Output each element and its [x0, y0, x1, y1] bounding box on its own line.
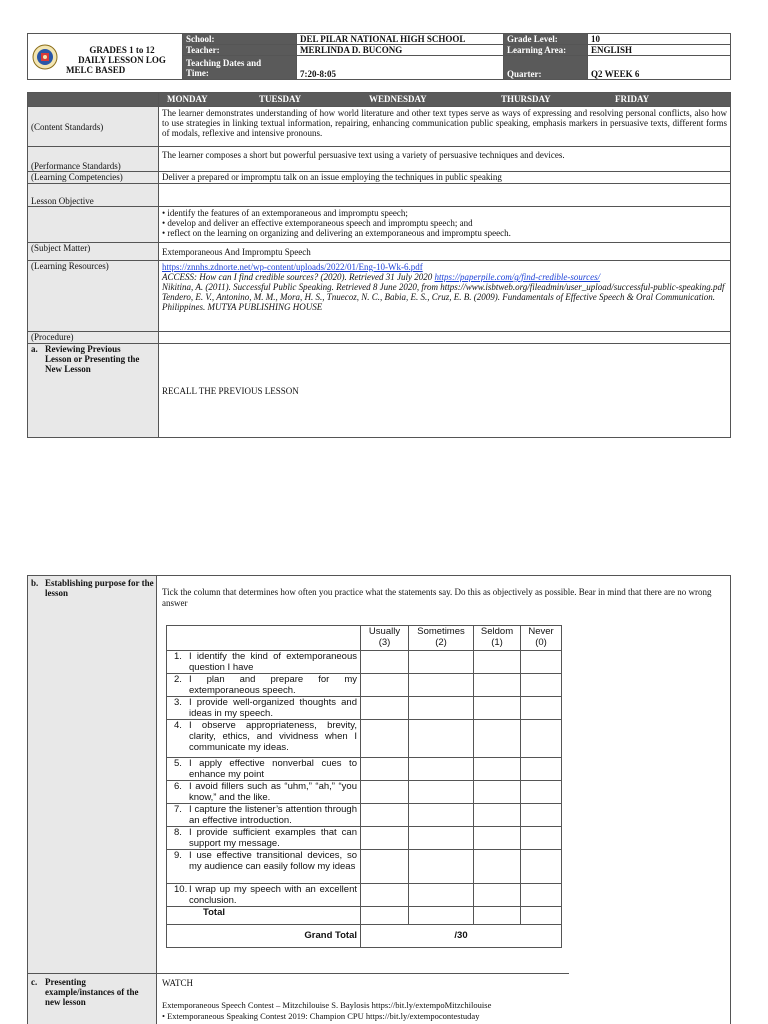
- statement-cell: [167, 781, 361, 804]
- objectives-list: [159, 207, 731, 243]
- learning-competencies-label: (Learning Competencies): [28, 172, 159, 184]
- day-tuesday: TUESDAY: [259, 94, 302, 104]
- statement-cell: [167, 804, 361, 827]
- statement-cell: [167, 697, 361, 720]
- statement-row: [167, 804, 562, 827]
- checkbox-cell-sometimes[interactable]: [409, 804, 474, 827]
- checkbox-cell-never[interactable]: [521, 884, 562, 907]
- lesson-objective-empty: [159, 184, 731, 207]
- school-label: School:: [183, 34, 297, 45]
- checkbox-cell-sometimes[interactable]: [409, 697, 474, 720]
- learning-competencies-text: Deliver a prepared or impromptu talk on an issue employing the techniques in public speaking: [159, 172, 731, 184]
- teaching-dates-label-line-2: Time:: [186, 68, 209, 78]
- step-c-divider-right: [156, 973, 569, 974]
- deped-seal-icon: [32, 44, 58, 70]
- subject-matter-label: (Subject Matter): [28, 243, 159, 261]
- checkbox-cell-seldom[interactable]: [474, 651, 521, 674]
- resource-nikitina: Nikitina, A. (2011). Successful Public Speaking. Retrieved 8 June 2020, from https://www.isbtweb.org/fileadmin/user_upload/successful-public-speaking.pdf: [162, 282, 725, 292]
- days-corner-cell: [28, 93, 159, 107]
- statement-cell: [167, 674, 361, 697]
- day-friday: FRIDAY: [615, 94, 650, 104]
- step-c-label: Presenting example/instances of the new lesson: [45, 977, 139, 1007]
- grade-level-label: Grade Level:: [504, 34, 588, 45]
- resource-link-znnhs[interactable]: https://znnhs.zdnorte.net/wp-content/uploads/2022/01/Eng-10-Wk-6.pdf: [162, 262, 423, 272]
- header-info-table: [182, 33, 731, 80]
- checkbox-cell-usually[interactable]: [361, 781, 409, 804]
- checkbox-cell-never[interactable]: [521, 781, 562, 804]
- day-wednesday: WEDNESDAY: [369, 94, 427, 104]
- grade-level-value: 10: [588, 34, 731, 45]
- statement-number: 1.: [174, 651, 182, 662]
- school-value: DEL PILAR NATIONAL HIGH SCHOOL: [297, 34, 504, 45]
- checkbox-cell-usually[interactable]: [361, 697, 409, 720]
- step-a-text: RECALL THE PREVIOUS LESSON: [159, 344, 731, 438]
- checkbox-cell-sometimes[interactable]: [409, 674, 474, 697]
- header-sometimes-name: Sometimes: [417, 626, 465, 637]
- checkbox-cell-never[interactable]: [521, 720, 562, 758]
- resource-access-text: ACCESS: How can I find credible sources? (2020). Retrieved 31 July 2020: [162, 272, 435, 282]
- statement-row: [167, 884, 562, 907]
- statement-text: I plan and prepare for my extemporaneous speech.: [189, 674, 357, 696]
- learning-area-label: Learning Area:: [504, 45, 588, 56]
- total-sometimes[interactable]: [409, 907, 474, 925]
- checkbox-cell-seldom[interactable]: [474, 720, 521, 758]
- survey-instructions: Tick the column that determines how often you practice what the statements say. Do this as objectively as possible. Bear in mind that there are no wrong answer: [162, 587, 712, 608]
- statement-text: I provide sufficient examples that can support my message.: [189, 827, 357, 849]
- statement-text: I wrap up my speech with an excellent conclusion.: [189, 884, 357, 906]
- teacher-label: Teacher:: [183, 45, 297, 56]
- checkbox-cell-usually[interactable]: [361, 827, 409, 850]
- step-a-label: Reviewing Previous Lesson or Presenting the New Lesson: [45, 344, 140, 374]
- checkbox-cell-sometimes[interactable]: [409, 758, 474, 781]
- statement-cell: [167, 827, 361, 850]
- header-title-line-1: GRADES 1 to 12: [89, 45, 155, 55]
- checkbox-cell-never[interactable]: [521, 850, 562, 884]
- resource-link-paperpile[interactable]: https://paperpile.com/g/find-credible-sources/: [434, 272, 601, 282]
- quarter-label: Quarter:: [504, 56, 588, 80]
- objective-3: • reflect on the learning on organizing and delivering an extemporaneous and impromptu speech.: [162, 228, 511, 238]
- step-a-letter: a.: [31, 344, 38, 354]
- grand-total-value: /30: [361, 925, 562, 948]
- checkbox-cell-never[interactable]: [521, 697, 562, 720]
- statement-number: 9.: [174, 850, 182, 861]
- statement-cell: [167, 720, 361, 758]
- statement-text: I apply effective nonverbal cues to enhance my point: [189, 758, 357, 780]
- checkbox-cell-seldom[interactable]: [474, 781, 521, 804]
- header-usually-score: (3): [378, 637, 391, 648]
- checkbox-cell-seldom[interactable]: [474, 804, 521, 827]
- statement-text: I use effective transitional devices, so my audience can easily follow my ideas: [189, 850, 357, 872]
- days-header-row: [159, 93, 731, 107]
- checkbox-cell-usually[interactable]: [361, 850, 409, 884]
- content-standards-text: The learner demonstrates understanding of how world literature and other text types serve as ways of expressing and resolving personal conflicts, also how to use strategies in linking textual information, repairing, enhancing communication public speaking, emphasis markers in persuasive texts, different forms of modals, reflexive and intensive pronouns.: [159, 107, 731, 147]
- teaching-dates-label: [183, 56, 297, 80]
- total-label: Total: [167, 907, 361, 925]
- survey-header-empty: [167, 626, 361, 651]
- objectives-label-cell: [28, 207, 159, 243]
- checkbox-cell-sometimes[interactable]: [409, 850, 474, 884]
- lesson-log-table: [27, 92, 731, 438]
- checkbox-cell-never[interactable]: [521, 758, 562, 781]
- self-assessment-table: [166, 625, 562, 948]
- checkbox-cell-usually[interactable]: [361, 758, 409, 781]
- header-never-name: Never: [528, 626, 554, 637]
- header-seldom-score: (1): [491, 637, 503, 648]
- statement-number: 10.: [174, 884, 188, 895]
- header-title-line-3: MELC BASED: [66, 65, 126, 75]
- survey-header-row: [167, 626, 562, 651]
- step-c-divider: [28, 973, 156, 974]
- statement-number: 7.: [174, 804, 182, 815]
- checkbox-cell-seldom[interactable]: [474, 674, 521, 697]
- header-title-line-2: DAILY LESSON LOG: [78, 55, 166, 65]
- teaching-dates-label-line-1: Teaching Dates and: [186, 58, 262, 68]
- header-logo-box: [27, 33, 183, 80]
- checkbox-cell-never[interactable]: [521, 651, 562, 674]
- procedure-label: (Procedure): [28, 332, 159, 344]
- header-usually: [361, 626, 409, 651]
- checkbox-cell-usually[interactable]: [361, 720, 409, 758]
- checkbox-cell-sometimes[interactable]: [409, 651, 474, 674]
- subject-matter-text: Extemporaneous And Impromptu Speech: [159, 243, 731, 261]
- statement-number: 3.: [174, 697, 182, 708]
- statement-number: 4.: [174, 720, 182, 731]
- statement-cell: [167, 758, 361, 781]
- quarter-value: Q2 WEEK 6: [588, 56, 731, 80]
- checkbox-cell-seldom[interactable]: [474, 758, 521, 781]
- header-seldom: [474, 626, 521, 651]
- step-c-letter: c.: [31, 977, 38, 987]
- checkbox-cell-sometimes[interactable]: [409, 827, 474, 850]
- checkbox-cell-sometimes[interactable]: [409, 884, 474, 907]
- checkbox-cell-seldom[interactable]: [474, 697, 521, 720]
- step-b-label: Establishing purpose for the lesson: [45, 578, 154, 598]
- time-value: 7:20-8:05: [297, 56, 504, 80]
- day-monday: MONDAY: [167, 94, 208, 104]
- checkbox-cell-never[interactable]: [521, 804, 562, 827]
- grand-total-label: Grand Total: [167, 925, 361, 948]
- statement-row: [167, 720, 562, 758]
- checkbox-cell-seldom[interactable]: [474, 850, 521, 884]
- resource-tendero: Tendero, E. V., Antonino, M. M., Mora, H. S., Tnuecoz, N. C., Babia, E. S., Cruz, E. B. (2009). Fundamentals of Effective Speech & Oral Communication. Philippines. MUTYA PUBLISHING HOUSE: [162, 292, 715, 312]
- total-seldom[interactable]: [474, 907, 521, 925]
- lesson-objective-label: Lesson Objective: [28, 184, 159, 207]
- checkbox-cell-seldom[interactable]: [474, 827, 521, 850]
- video-reference-1[interactable]: Extemporaneous Speech Contest – Mitzchilouise S. Baylosis https://bit.ly/extempoMitzchilouise: [162, 1000, 492, 1010]
- video-reference-2[interactable]: • Extemporaneous Speaking Contest 2019: Champion CPU https://bit.ly/extempocontestuday: [162, 1011, 480, 1021]
- checkbox-cell-sometimes[interactable]: [409, 720, 474, 758]
- total-usually[interactable]: [361, 907, 409, 925]
- learning-resources-list: [159, 261, 731, 332]
- page2-left-column: [27, 575, 157, 1024]
- learning-resources-label: (Learning Resources): [28, 261, 159, 332]
- step-b-letter: b.: [31, 578, 39, 588]
- statement-row: [167, 651, 562, 674]
- grand-total-row: [167, 925, 562, 948]
- statement-number: 6.: [174, 781, 182, 792]
- statement-row: [167, 781, 562, 804]
- statement-row: [167, 674, 562, 697]
- header-seldom-name: Seldom: [480, 626, 514, 637]
- learning-area-value: ENGLISH: [588, 45, 731, 56]
- procedure-empty: [159, 332, 731, 344]
- header-sometimes: [409, 626, 474, 651]
- watch-label: WATCH: [162, 978, 193, 988]
- objective-2: • develop and deliver an effective extemporaneous speech and impromptu speech; and: [162, 218, 473, 228]
- header-usually-name: Usually: [368, 626, 401, 637]
- step-a-label-cell: [28, 344, 159, 438]
- checkbox-cell-usually[interactable]: [361, 884, 409, 907]
- objective-1: • identify the features of an extemporaneous and impromptu speech;: [162, 208, 408, 218]
- statement-number: 5.: [174, 758, 182, 769]
- statement-text: I identify the kind of extemporaneous question I have: [189, 651, 357, 673]
- total-row: [167, 907, 562, 925]
- statement-row: [167, 827, 562, 850]
- statement-cell: [167, 651, 361, 674]
- statement-number: 2.: [174, 674, 182, 685]
- statement-row: [167, 850, 562, 884]
- checkbox-cell-usually[interactable]: [361, 674, 409, 697]
- statement-number: 8.: [174, 827, 182, 838]
- statement-row: [167, 758, 562, 781]
- statement-row: [167, 697, 562, 720]
- checkbox-cell-usually[interactable]: [361, 651, 409, 674]
- statement-text: I observe appropriateness, brevity, clarity, ethics, and vividness when I communicate my ideas.: [189, 720, 357, 753]
- header-title: [62, 45, 182, 75]
- checkbox-cell-seldom[interactable]: [474, 884, 521, 907]
- checkbox-cell-sometimes[interactable]: [409, 781, 474, 804]
- teacher-value: MERLINDA D. BUCONG: [297, 45, 504, 56]
- total-never[interactable]: [521, 907, 562, 925]
- statement-rows: [167, 651, 562, 907]
- day-thursday: THURSDAY: [501, 94, 551, 104]
- checkbox-cell-usually[interactable]: [361, 804, 409, 827]
- content-standards-label: (Content Standards): [28, 107, 159, 147]
- statement-text: I capture the listener’s attention through an effective introduction.: [189, 804, 357, 826]
- statement-cell: [167, 850, 361, 884]
- header-sometimes-score: (2): [435, 637, 447, 648]
- header-never-score: (0): [535, 637, 547, 648]
- statement-text: I provide well-organized thoughts and ideas in my speech.: [189, 697, 357, 719]
- performance-standards-text: The learner composes a short but powerful persuasive text using a variety of persuasive techniques and devices.: [159, 147, 731, 172]
- header-never: [521, 626, 562, 651]
- performance-standards-label: (Performance Standards): [28, 147, 159, 172]
- statement-text: I avoid fillers such as “uhm,” “ah,” “you know,” and the like.: [189, 781, 357, 803]
- statement-cell: [167, 884, 361, 907]
- checkbox-cell-never[interactable]: [521, 674, 562, 697]
- checkbox-cell-never[interactable]: [521, 827, 562, 850]
